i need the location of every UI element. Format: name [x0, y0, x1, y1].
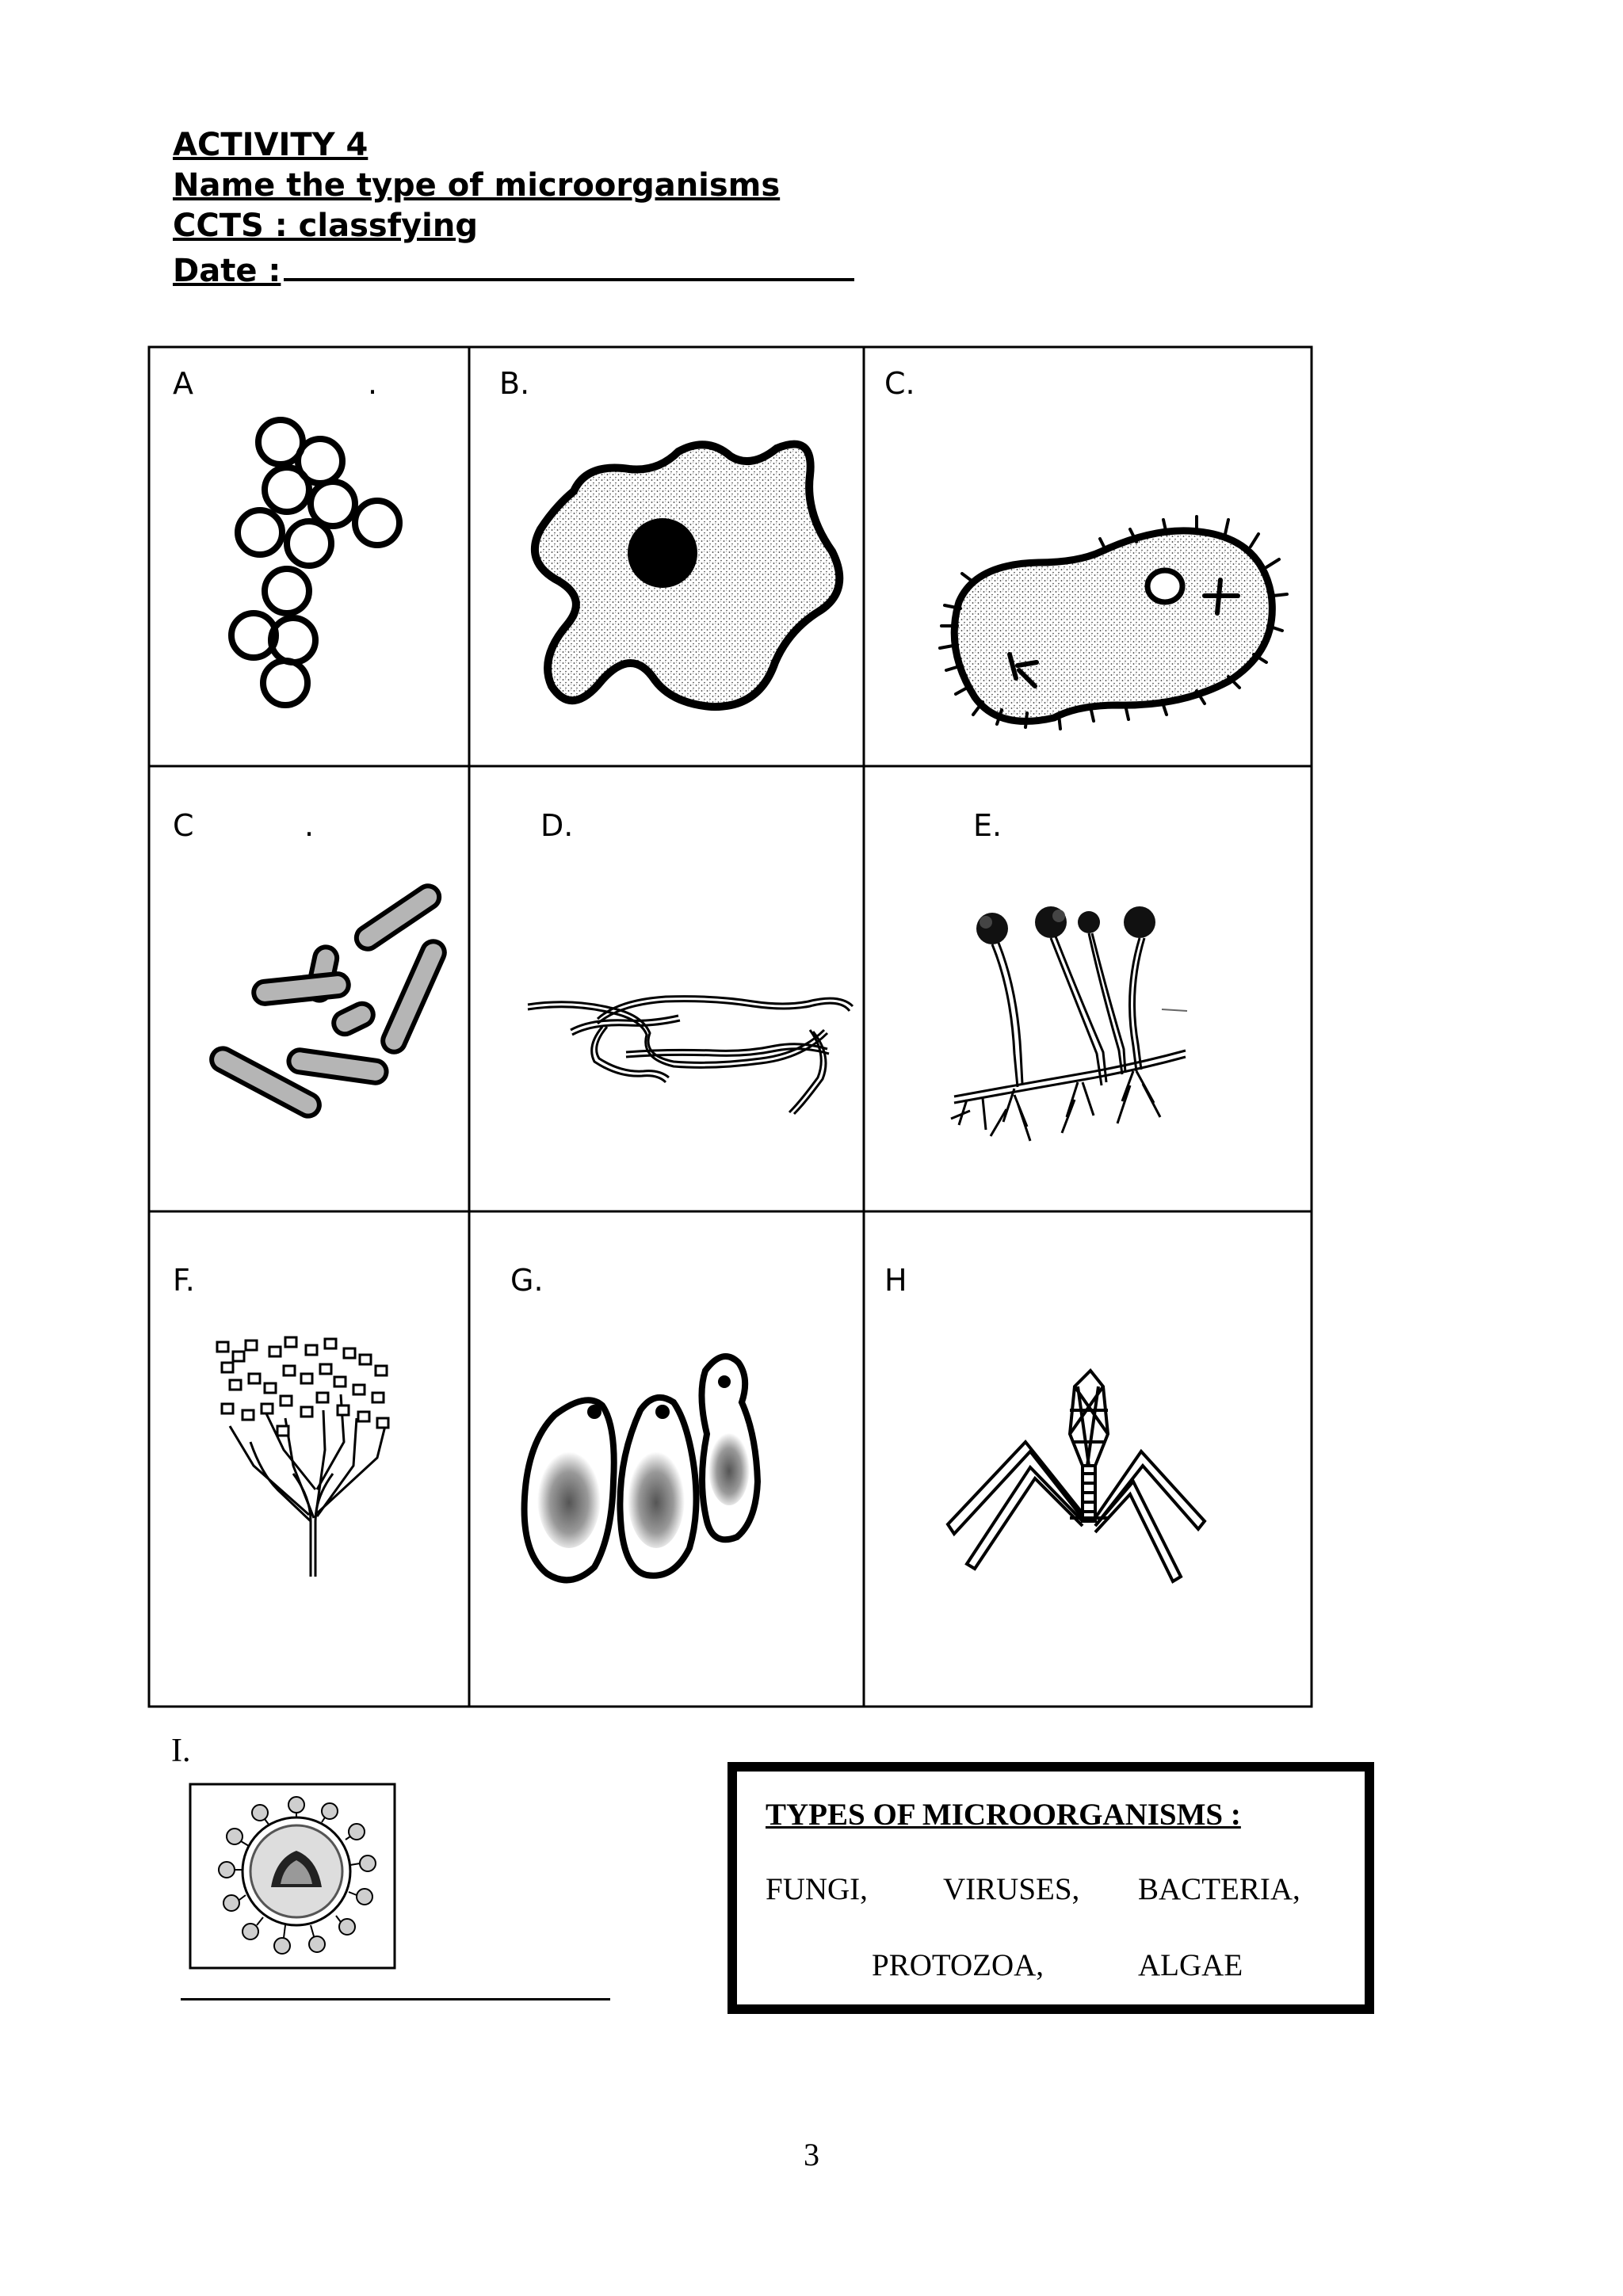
answer-line-i[interactable]: [181, 1998, 610, 2000]
cell-label-d: D.: [540, 808, 574, 843]
paramecium-image: [927, 507, 1292, 729]
cell-label-c2: C: [173, 808, 194, 843]
instruction-text: Name the type of microorganisms: [173, 167, 781, 204]
cell-label-g: G.: [510, 1263, 544, 1298]
type-item-protozoa: PROTOZOA,: [872, 1948, 1044, 1982]
worksheet-header: [173, 125, 886, 292]
mucor-mould-image: [935, 895, 1236, 1149]
cell-label-a-dot: .: [368, 366, 378, 401]
spirogyra-filaments-image: [523, 982, 856, 1117]
types-of-microorganisms-box: [727, 1762, 1374, 2014]
type-item-fungi: FUNGI,: [766, 1872, 868, 1906]
types-box-title: TYPES OF MICROORGANISMS :: [766, 1798, 1241, 1832]
cell-label-e: E.: [973, 808, 1002, 843]
date-label: Date :: [173, 253, 281, 289]
amoeba-image: [523, 434, 856, 727]
coccus-cluster-image: [214, 412, 412, 713]
cell-label-i: I.: [171, 1733, 191, 1769]
rod-bacteria-image: [198, 879, 460, 1125]
cell-label-h: H: [884, 1263, 907, 1298]
type-item-bacteria: BACTERIA,: [1138, 1872, 1300, 1906]
spherical-virus-image: [189, 1783, 396, 1970]
cell-label-b: B.: [499, 366, 530, 401]
yeast-cells-image: [515, 1339, 785, 1592]
cell-label-f: F.: [173, 1263, 195, 1298]
cell-label-c2-dot: .: [304, 808, 315, 843]
type-item-viruses: VIRUSES,: [943, 1872, 1080, 1906]
penicillium-image: [198, 1331, 404, 1585]
type-item-algae: ALGAE: [1138, 1948, 1243, 1982]
date-blank[interactable]: [284, 246, 854, 281]
page-number: 3: [804, 2137, 819, 2172]
date-line: [173, 246, 886, 292]
bacteriophage-image: [943, 1363, 1212, 1600]
cell-label-c: C.: [884, 366, 915, 401]
activity-title: ACTIVITY 4: [173, 127, 369, 163]
cell-label-a: A: [173, 366, 193, 401]
ccts-text: CCTS : classfying: [173, 208, 478, 244]
